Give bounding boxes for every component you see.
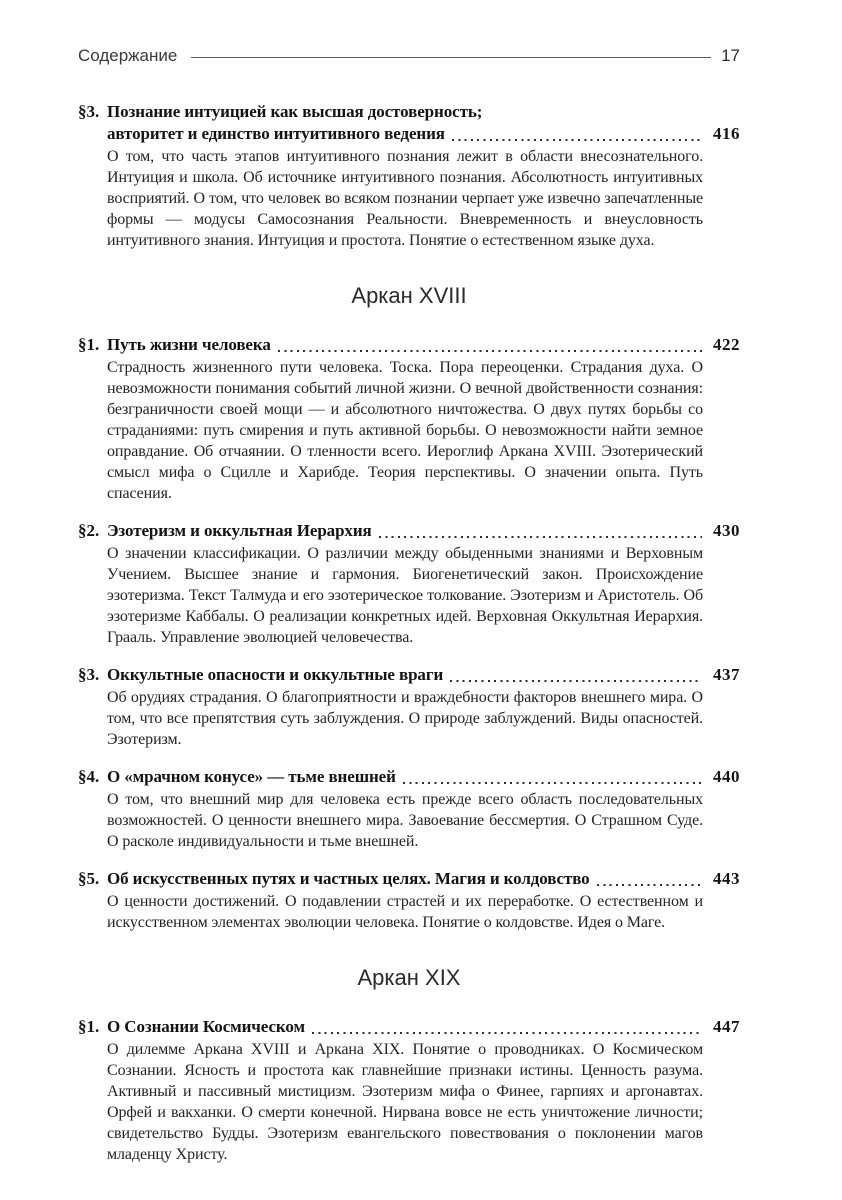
entry-title-line — [107, 868, 740, 890]
entry-page-ref: 430 — [713, 521, 740, 540]
entry-title-line — [107, 766, 740, 788]
toc-entry — [78, 1016, 740, 1165]
dot-leader — [452, 123, 702, 145]
arcanum-heading: Аркан XIX — [357, 965, 461, 990]
entry-title-text: Путь жизни человека — [107, 335, 271, 354]
entry-page-ref: 422 — [713, 335, 740, 354]
entry-title-text: О Сознании Космическом — [107, 1017, 305, 1036]
entry-number: §3. — [78, 665, 100, 684]
entry-title — [107, 664, 740, 686]
entry-number: §3. — [78, 102, 100, 121]
entry-description: О том, что внешний мир для человека есть прежде всего область последовательных возможностей. О ценности внешнего мира. Завоевание бессмертия. О Страшном Суде. О расколе индивидуальности и тьме внешней. — [107, 791, 703, 850]
entry-number: §1. — [78, 1017, 100, 1036]
entry-description: О ценности достижений. О подавлении страстей и их переработке. О естественном и искусственном элементах эволюции человека. Понятие о колдовстве. Идея о Маге. — [107, 893, 703, 931]
running-title: Содержание — [78, 46, 178, 65]
page-number: 17 — [721, 46, 740, 65]
dot-leader — [597, 868, 702, 890]
entry-description: О том, что часть этапов интуитивного познания лежит в области внесознательного. Интуиция и школа. Об источнике интуитивного познания. Абсолютность интуитивных восприятий. О том, что человек во всяком познании черпает уже извечно запечатленные формы — модусы Самосознания Реальности. Вневременность и внеусловность интуитивного знания. Интуиция и простота. Понятие о естественном языке духа. — [107, 148, 703, 249]
entry-number: §4. — [78, 767, 100, 786]
toc — [78, 101, 740, 1165]
entry-title-line — [107, 123, 740, 145]
arcanum-heading: Аркан XVIII — [351, 283, 467, 308]
entry-title-text: авторитет и единство интуитивного ведения — [107, 124, 445, 143]
entry-title-line — [107, 101, 740, 123]
toc-entry — [78, 868, 740, 933]
entry-title-line — [107, 520, 740, 542]
entry-title-line — [107, 664, 740, 686]
running-header — [78, 46, 740, 68]
entry-title-text: Эзотеризм и оккультная Иерархия — [107, 521, 372, 540]
entry-page-ref: 416 — [713, 124, 740, 143]
dot-leader — [379, 520, 702, 542]
toc-entry — [78, 520, 740, 648]
dot-leader — [403, 766, 702, 788]
entry-title — [107, 334, 740, 356]
entry-page-ref: 440 — [713, 767, 740, 786]
dot-leader — [312, 1016, 702, 1038]
toc-entry — [78, 664, 740, 750]
entry-title-line — [107, 1016, 740, 1038]
toc-entry — [78, 766, 740, 852]
toc-entry — [78, 334, 740, 504]
entry-description: Об орудиях страдания. О благоприятности и враждебности факторов внешнего мира. О том, что все препятствия суть заблуждения. О природе заблуждений. Виды опасностей. Эзотеризм. — [107, 689, 703, 748]
dot-leader — [450, 664, 702, 686]
toc-entry — [78, 101, 740, 251]
entry-title — [107, 101, 740, 145]
entry-page-ref: 437 — [713, 665, 740, 684]
entry-title-line — [107, 334, 740, 356]
entry-description: Страдность жизненного пути человека. Тоска. Пора переоценки. Страдания духа. О невозможности понимания событий личной жизни. О вечной двойственности сознания: безграничности своей мощи — и абсолютного ничтожества. О двух путях борьбы со страданиями: путь смирения и путь активной борьбы. О невозможности найти земное оправдание. Об отчаянии. О тленности всего. Иероглиф Аркана XVIII. Эзотерический смысл мифа о Сцилле и Харибде. Теория перспективы. О значении опыта. Путь спасения. — [107, 359, 703, 502]
entry-number: §2. — [78, 521, 100, 540]
entry-description: О дилемме Аркана XVIII и Аркана XIX. Понятие о проводниках. О Космическом Сознании. Ясность и простота как главнейшие признаки истины. Ценность разума. Активный и пассивный мистицизм. Эзотеризм мифа о Финее, гарпиях и аргонавтах. Орфей и вакханки. О смерти конечной. Нирвана вовсе не есть уничтожение личности; свидетельство Будды. Эзотеризм евангельского повествования о поклонении магов младенцу Христу. — [107, 1041, 703, 1163]
entry-title — [107, 1016, 740, 1038]
entry-title-text: Об искусственных путях и частных целях. Магия и колдовство — [107, 869, 590, 888]
entry-page-ref: 447 — [713, 1017, 740, 1036]
entry-title-text: О «мрачном конусе» — тьме внешней — [107, 767, 396, 786]
entry-title-text: Познание интуицией как высшая достоверность; — [107, 102, 483, 121]
entry-title-text: Оккультные опасности и оккультные враги — [107, 665, 444, 684]
dot-leader — [278, 334, 702, 356]
entry-title — [107, 868, 740, 890]
entry-page-ref: 443 — [713, 869, 740, 888]
entry-description: О значении классификации. О различии между обыденными знаниями и Верховным Учением. Высшее знание и гармония. Биогенетический закон. Происхождение эзотеризма. Текст Талмуда и его эзотерическое толкование. Эзотеризм и Аристотель. Об эзотеризме Каббалы. О реализации конкретных идей. Верховная Оккультная Иерархия. Грааль. Управление эволюцией человечества. — [107, 545, 703, 646]
entry-number: §1. — [78, 335, 100, 354]
entry-title — [107, 766, 740, 788]
entry-title — [107, 520, 740, 542]
entry-number: §5. — [78, 869, 100, 888]
page-content — [78, 46, 740, 1165]
